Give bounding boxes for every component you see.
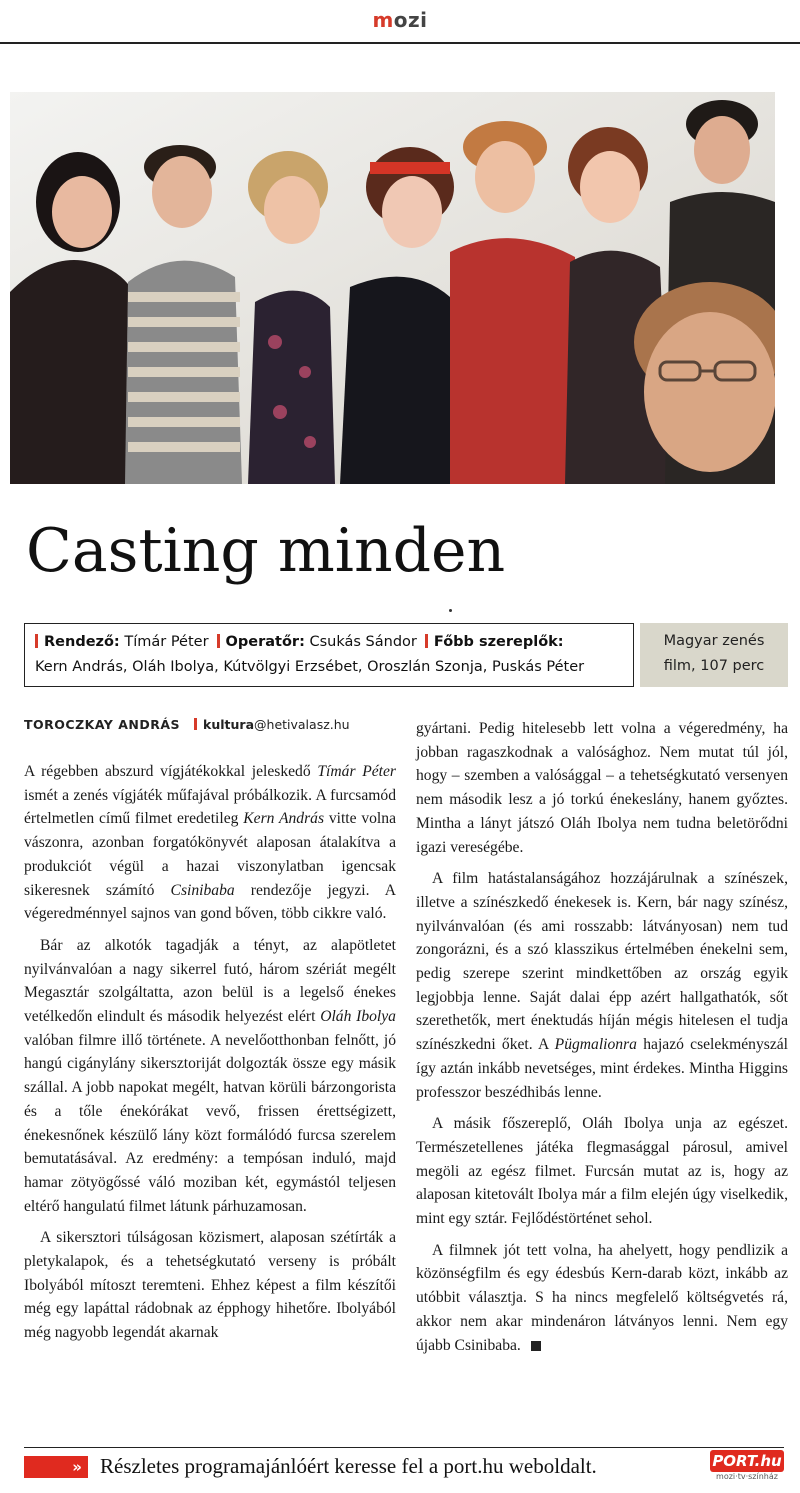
paragraph-3: A sikersztori túlságosan közismert, alaposan szétírták a pletykalapok, és a tehetségkutató verseny is próbált Ibolyából mítoszt teremteni. Ehhez képest a film készítői még egy lapáttal rádobnak az épphogy hihetőre. Ibolyából még nagyobb legendát akarnak (24, 1229, 396, 1342)
double-arrow-icon: » (24, 1456, 88, 1478)
byline (24, 717, 350, 732)
paragraph-4: A film hatástalanságához hozzájárulnak a színészek, illetve a színészkedő énekesek is. Kern, bár nagy színész, nyilvánvalóan (és ami rosszabb: látványosan) nem tud zongorázni, és a szó klasszikus értelmében énekelni sem, pedig szerepe szerint mindkettőben az ország egyik legjobbja lenne. Saját dalai épp azért hallgathatók, sőt szerethetők, mert énektudás híján mégis hitelesen el tudja színészkedni őket. A Pügmalionra hajazó cselekményszál így aztán inkább nevetséges, mint érdekes. Mintha Higgins professzor beszédhibás lenne. (416, 870, 788, 1101)
director-name: Tímár Péter (124, 634, 209, 650)
red-bar-icon (194, 718, 197, 730)
cast-names: Kern András, Oláh Ibolya, Kútvölgyi Erzsébet, Oroszlán Szonja, Puskás Péter (35, 659, 585, 675)
email-domain[interactable]: @hetivalasz.hu (254, 717, 350, 732)
red-bar-icon (217, 634, 220, 648)
logo-mark: PORT.hu (710, 1450, 784, 1472)
paragraph-1: A régebben abszurd vígjátékokkal jeleskedő Tímár Péter ismét a zenés vígjáték műfajával próbálkozik. A furcsamód értelmetlen című filmet eredetileg Kern András vitte volna vászonra, azonban forgatókönyvét alaposan átalakítva a produkciót végül a hazai viszonylatban igencsak sikeresnek számító Csinibaba rendezője jegyzi. A végeredménnyel sajnos van gond bőven, több cikkre való. (24, 763, 396, 923)
article-column-right (416, 717, 788, 1357)
paragraph-3-continued: gyártani. Pedig hitelesebb lett volna a végeredmény, ha jobban ragaszkodnak a valósághoz. Nem mutat túl jól, hogy – szemben a valósággal – a tehetségkutató versenyen nem második lesz a jó torkú énekeslány, hanem győztes. Mintha a lányt játszó Oláh Ibolya nem tudna beletörődni igazi vereségébe. (416, 720, 788, 856)
paragraph-5: A másik főszereplő, Oláh Ibolya unja az egészet. Természetellenes játéka flegmasággal párosul, amivel megöli az egész filmet. Furcsán mutat az is, hogy az alaposan kitetovált Ibolya már a film elején úgy viselkedik, mint egy sztár. Fejlődéstörténet sehol. (416, 1115, 788, 1228)
dop-label: Operatőr: (225, 634, 305, 650)
credits-line-1 (35, 630, 623, 655)
red-bar-icon (425, 634, 428, 648)
cast-photo (10, 92, 775, 484)
film-credits-box (24, 623, 634, 687)
logo-subtitle: mozi·tv·színház (716, 1472, 778, 1481)
end-square-icon (531, 1341, 541, 1351)
red-bar-icon (35, 634, 38, 648)
footer-banner (24, 1447, 784, 1488)
author-name: TOROCZKAY ANDRÁS (24, 717, 181, 732)
footer-text: Részletes programajánlóért keresse fel a port.hu weboldalt. (100, 1454, 597, 1478)
email-user[interactable]: kultura (203, 717, 255, 732)
section-header (0, 0, 800, 44)
director-label: Rendező: (44, 634, 120, 650)
genre-line-2: film, 107 perc (663, 658, 765, 674)
article-headline: Casting minden (26, 516, 506, 586)
article-column-left (24, 760, 396, 1345)
section-label: mozi (372, 8, 428, 32)
genre-line-1: Magyar zenés (663, 633, 765, 649)
stray-dot (449, 609, 452, 612)
port-hu-logo[interactable] (710, 1450, 784, 1484)
genre-box (640, 623, 788, 687)
paragraph-6: A filmnek jót tett volna, ha ahelyett, hogy pendlizik a közönségfilm és egy édesbús Kern-darab közt, inkább az utóbbit választja. S ha nincs megfelelő költségvetés rá, akkor nem akar mindenáron látványos lenni. Nem egy újabb Csinibaba. (416, 1241, 788, 1354)
dop-name: Csukás Sándor (309, 634, 417, 650)
cast-label: Főbb szereplők: (433, 634, 564, 650)
cast-photo-icon (10, 92, 775, 484)
paragraph-2: Bár az alkotók tagadják a tényt, az alapötletet nyilvánvalóan a nagy sikerrel futó, három szériát megélt Megasztár szolgáltatta, azon belül is a legelső énekes vetélkedőn elindult és második helyezést elért Oláh Ibolya valóban filmre illő története. A nevelőotthonban felnőtt, jó hangú cigánylány sikersztoriját dolgozták össze egy másik szállal. A jobb napokat megélt, hatvan körüli bárzongorista és a tőle énekórákat vevő, frissen érettségizett, énekesnőnek készülő lány közt formálódó furcsa szerelem bemutatásával. Az eredmény: a tempósan induló, majd hamar zötyögőssé váló moziban két, egymástól teljesen eltérő hangulatú filmet látunk párhuzamosan. (24, 936, 396, 1215)
